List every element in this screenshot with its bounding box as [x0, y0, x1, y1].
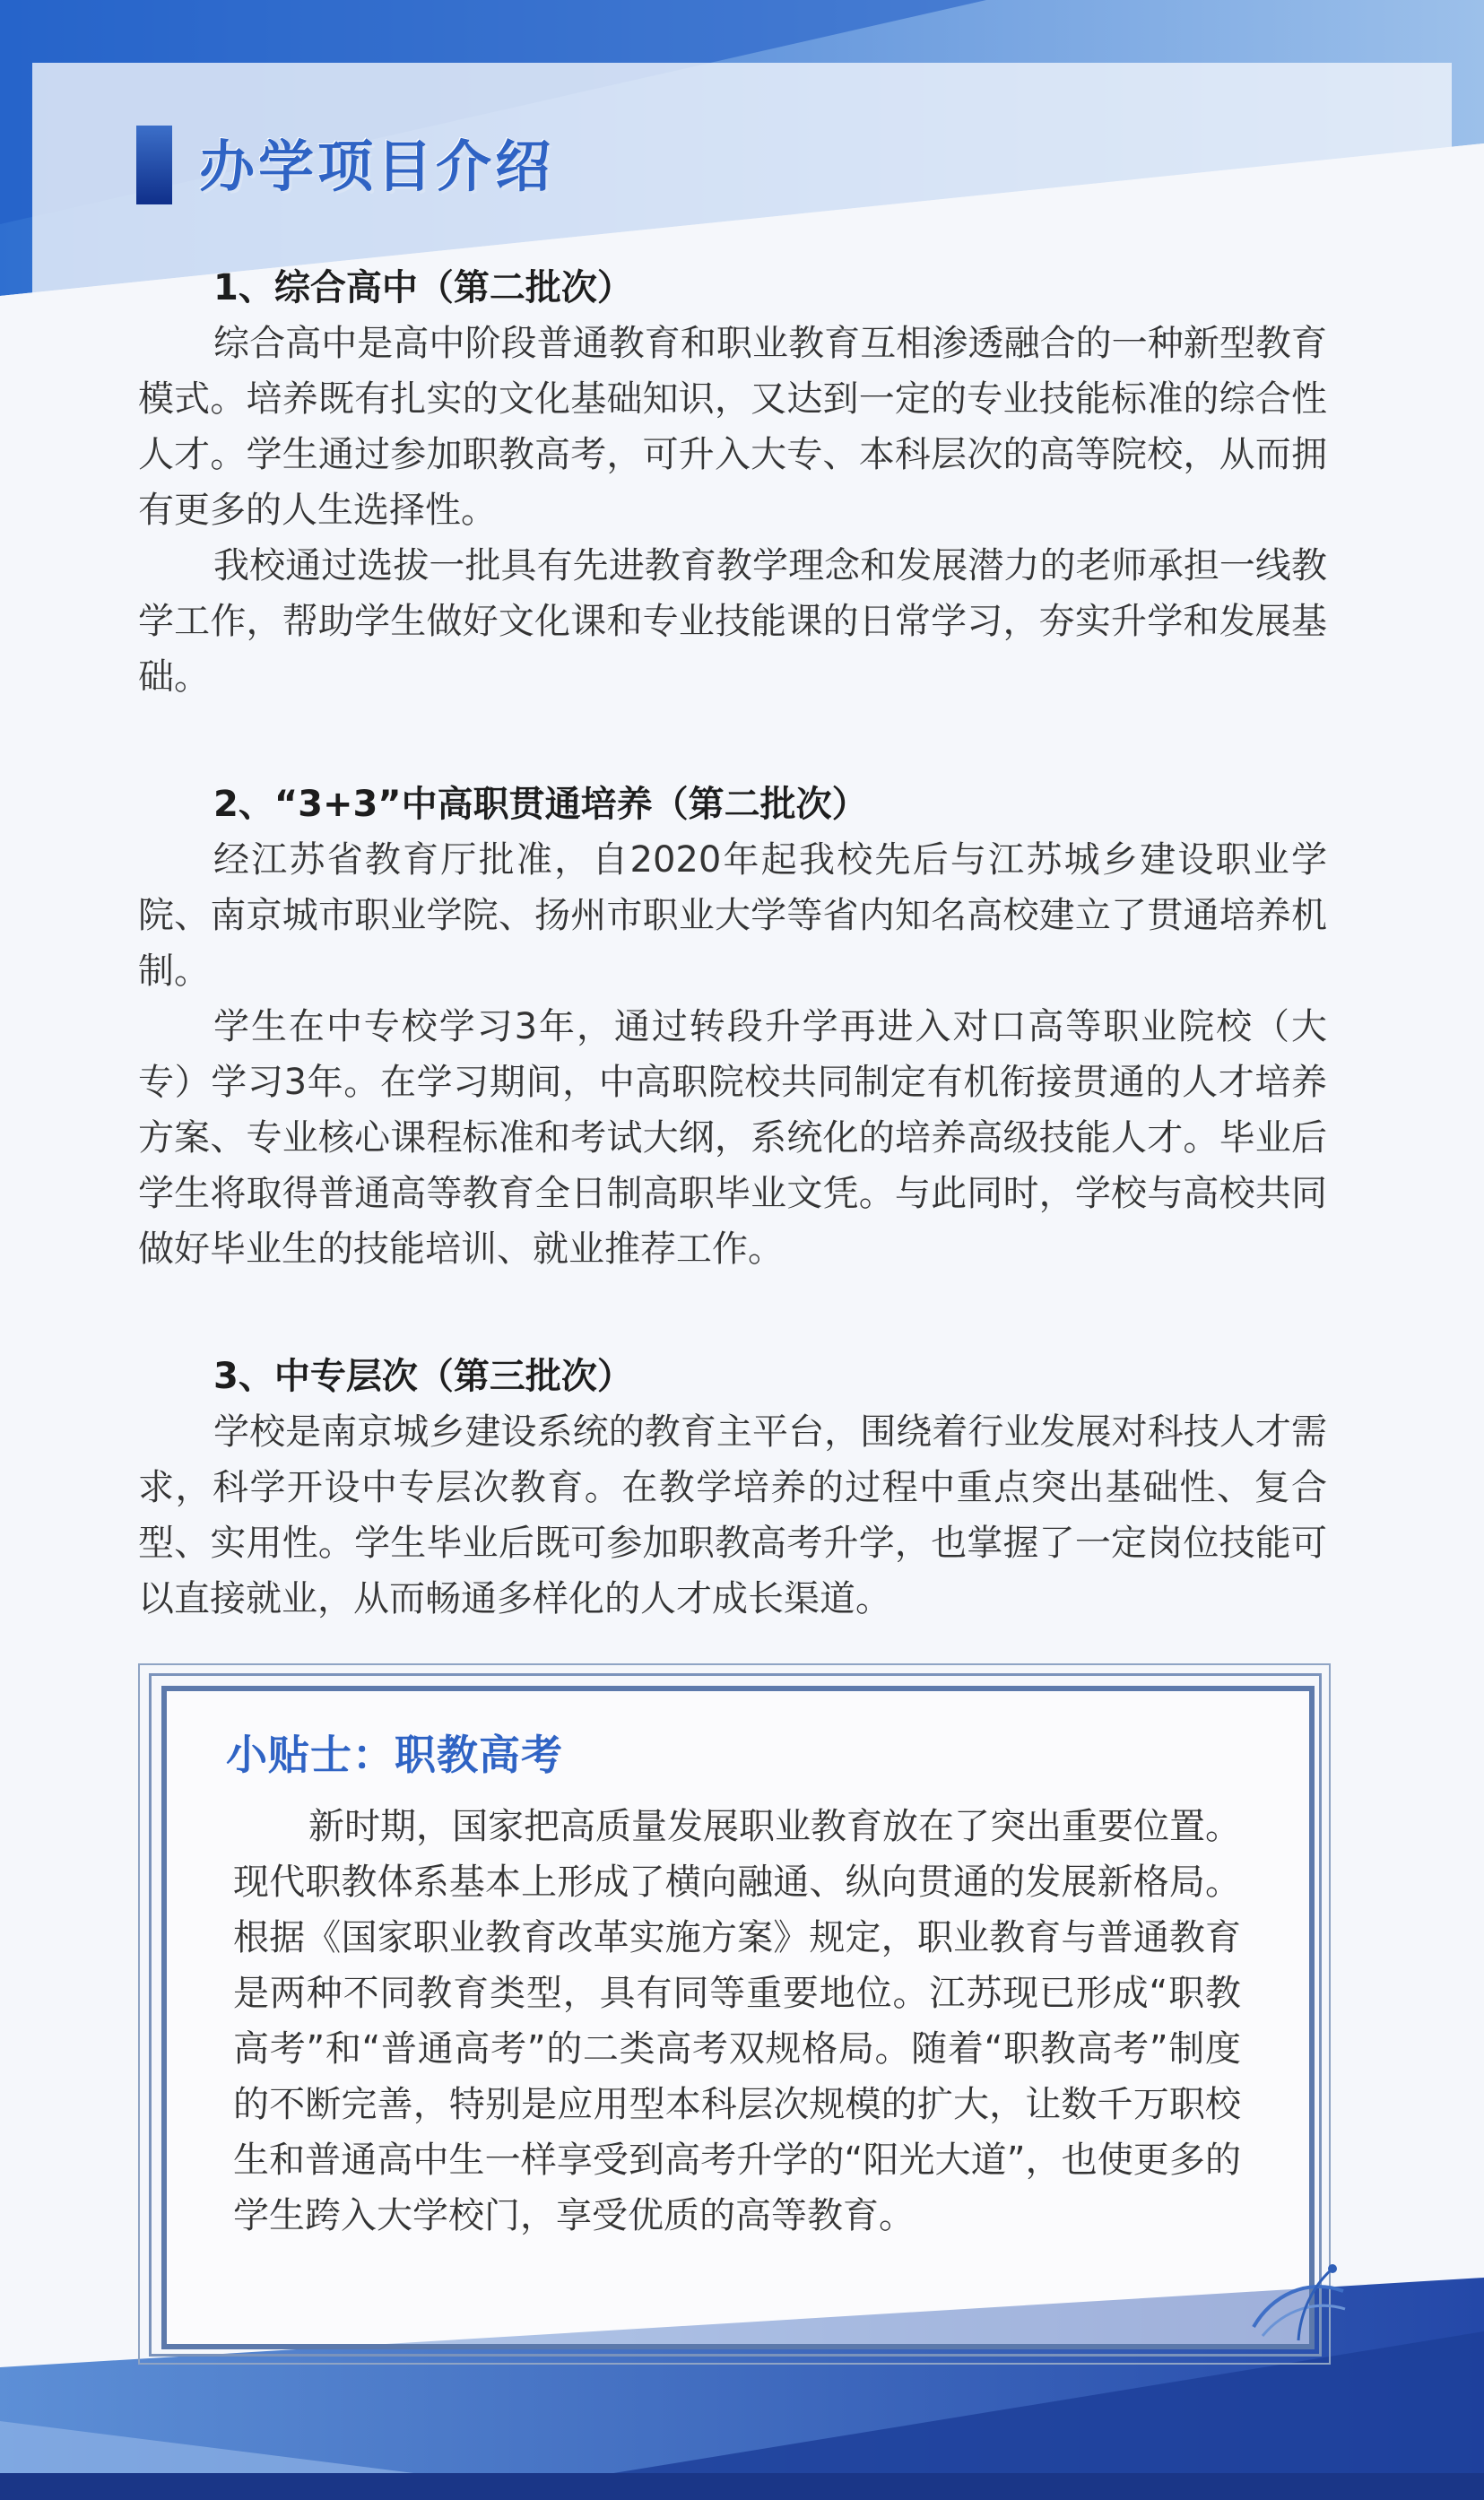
- section-heading: 2、“3+3”中高职贯通培养（第二批次）: [213, 784, 868, 825]
- main-content: [138, 260, 1327, 1627]
- tip-title: 小贴士：职教高考: [226, 1731, 563, 1779]
- tip-body: 新时期，国家把高质量发展职业教育放在了突出重要位置。现代职教体系基本上形成了横向融通、纵向贯通的发展新格局。根据《国家职业教育改革实施方案》规定，职业教育与普通教育是两种不同教育类型，具有同等重要地位。江苏现已形成“职教高考”和“普通高考”的二类高考双规格局。随着“职教高考”制度的不断完善，特别是应用型本科层次规模的扩大，让数千万职校生和普通高中生一样享受到高考升学的“阳光大道”，也使更多的学生跨入大学校门，享受优质的高等教育。: [233, 1806, 1241, 2236]
- page-title: 办学项目介绍: [199, 134, 555, 199]
- section-paragraph: 综合高中是高中阶段普通教育和职业教育互相渗透融合的一种新型教育模式。培养既有扎实的文化基础知识，又达到一定的专业技能标准的综合性人才。学生通过参加职教高考，可升入大专、本科层次的高等院校，从而拥有更多的人生选择性。: [138, 323, 1327, 531]
- section-heading: 1、综合高中（第二批次）: [213, 267, 633, 308]
- section-secondary-vocational: [138, 1349, 1327, 1627]
- section-comprehensive-high-school: [138, 260, 1327, 705]
- title-accent-bar: [136, 126, 172, 204]
- section-heading: 3、中专层次（第三批次）: [213, 1356, 633, 1397]
- swirl-decoration-icon: [1245, 2242, 1352, 2349]
- section-paragraph: 学校是南京城乡建设系统的教育主平台，围绕着行业发展对科技人才需求，科学开设中专层次教育。在教学培养的过程中重点突出基础性、复合型、实用性。学生毕业后既可参加职教高考升学，也掌握了一定岗位技能可以直接就业，从而畅通多样化的人才成长渠道。: [138, 1411, 1327, 1619]
- section-paragraph: 学生在中专校学习3年，通过转段升学再进入对口高等职业院校（大专）学习3年。在学习期间，中高职院校共同制定有机衔接贯通的人才培养方案、专业核心课程标准和考试大纲，系统化的培养高级技能人才。毕业后学生将取得普通高等教育全日制高职毕业文凭。与此同时，学校与高校共同做好毕业生的技能培训、就业推荐工作。: [138, 1006, 1327, 1270]
- section-3plus3-program: [138, 777, 1327, 1277]
- section-paragraph: 经江苏省教育厅批准，自2020年起我校先后与江苏城乡建设职业学院、南京城市职业学院、扬州市职业大学等省内知名高校建立了贯通培养机制。: [138, 839, 1327, 992]
- section-paragraph: 我校通过选拔一批具有先进教育教学理念和发展潜力的老师承担一线教学工作，帮助学生做好文化课和专业技能课的日常学习，夯实升学和发展基础。: [138, 545, 1327, 698]
